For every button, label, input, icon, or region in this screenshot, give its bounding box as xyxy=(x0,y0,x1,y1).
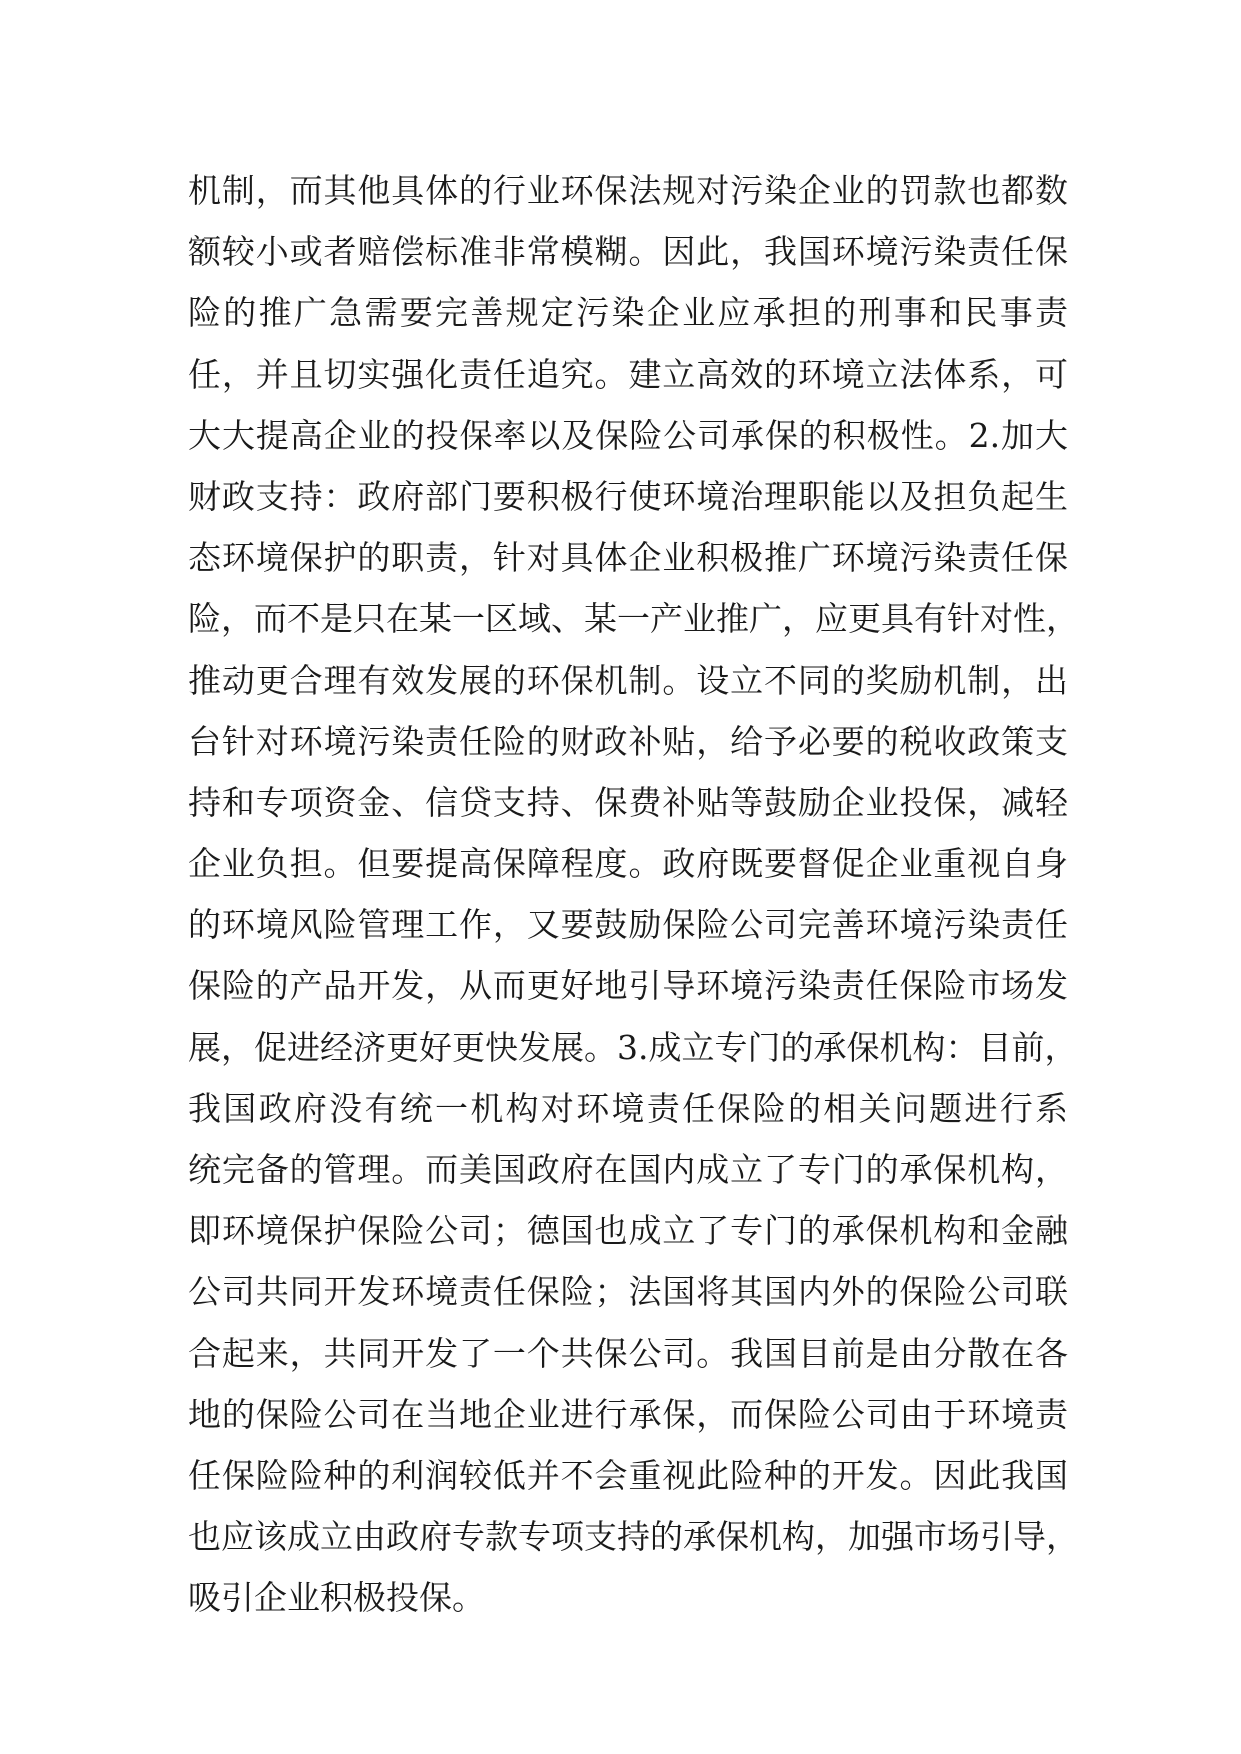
text-line: 持和专项资金、信贷支持、保费补贴等鼓励企业投保，减轻 xyxy=(188,782,1068,822)
text-line: 的环境风险管理工作，又要鼓励保险公司完善环境污染责任 xyxy=(188,905,1068,945)
text-line: 任，并且切实强化责任追究。建立高效的环境立法体系，可 xyxy=(188,354,1068,394)
text-line: 吸引企业积极投保。 xyxy=(188,1578,485,1618)
text-line: 险的推广急需要完善规定污染企业应承担的刑事和民事责 xyxy=(188,293,1068,333)
text-line: 合起来，共同开发了一个共保公司。我国目前是由分散在各 xyxy=(188,1333,1068,1373)
body-text xyxy=(188,160,1079,1629)
text-line: 企业负担。但要提高保障程度。政府既要督促企业重视自身 xyxy=(188,844,1068,884)
text-line: 地的保险公司在当地企业进行承保，而保险公司由于环境责 xyxy=(188,1394,1068,1434)
text-line: 险，而不是只在某一区域、某一产业推广，应更具有针对性， xyxy=(188,599,1079,639)
text-line: 台针对环境污染责任险的财政补贴，给予必要的税收政策支 xyxy=(188,721,1068,761)
text-line: 也应该成立由政府专款专项支持的承保机构，加强市场引导， xyxy=(188,1517,1079,1557)
text-line: 公司共同开发环境责任保险；法国将其国内外的保险公司联 xyxy=(188,1272,1068,1312)
text-line: 态环境保护的职责，针对具体企业积极推广环境污染责任保 xyxy=(188,538,1068,578)
text-line: 机制，而其他具体的行业环保法规对污染企业的罚款也都数 xyxy=(188,171,1068,210)
text-line: 展，促进经济更好更快发展。3.成立专门的承保机构：目前， xyxy=(188,1027,1078,1067)
text-line: 即环境保护保险公司；德国也成立了专门的承保机构和金融 xyxy=(188,1211,1068,1251)
text-line: 保险的产品开发，从而更好地引导环境污染责任保险市场发 xyxy=(188,966,1068,1006)
text-line: 统完备的管理。而美国政府在国内成立了专门的承保机构， xyxy=(188,1150,1068,1189)
text-line: 任保险险种的利润较低并不会重视此险种的开发。因此我国 xyxy=(188,1455,1068,1495)
text-line: 大大提高企业的投保率以及保险公司承保的积极性。2.加大 xyxy=(188,415,1068,455)
text-line: 我国政府没有统一机构对环境责任保险的相关问题进行系 xyxy=(188,1088,1068,1128)
text-line: 推动更合理有效发展的环保机制。设立不同的奖励机制，出 xyxy=(188,660,1068,700)
text-line: 财政支持：政府部门要积极行使环境治理职能以及担负起生 xyxy=(188,476,1068,516)
text-line: 额较小或者赔偿标准非常模糊。因此，我国环境污染责任保 xyxy=(188,232,1068,272)
